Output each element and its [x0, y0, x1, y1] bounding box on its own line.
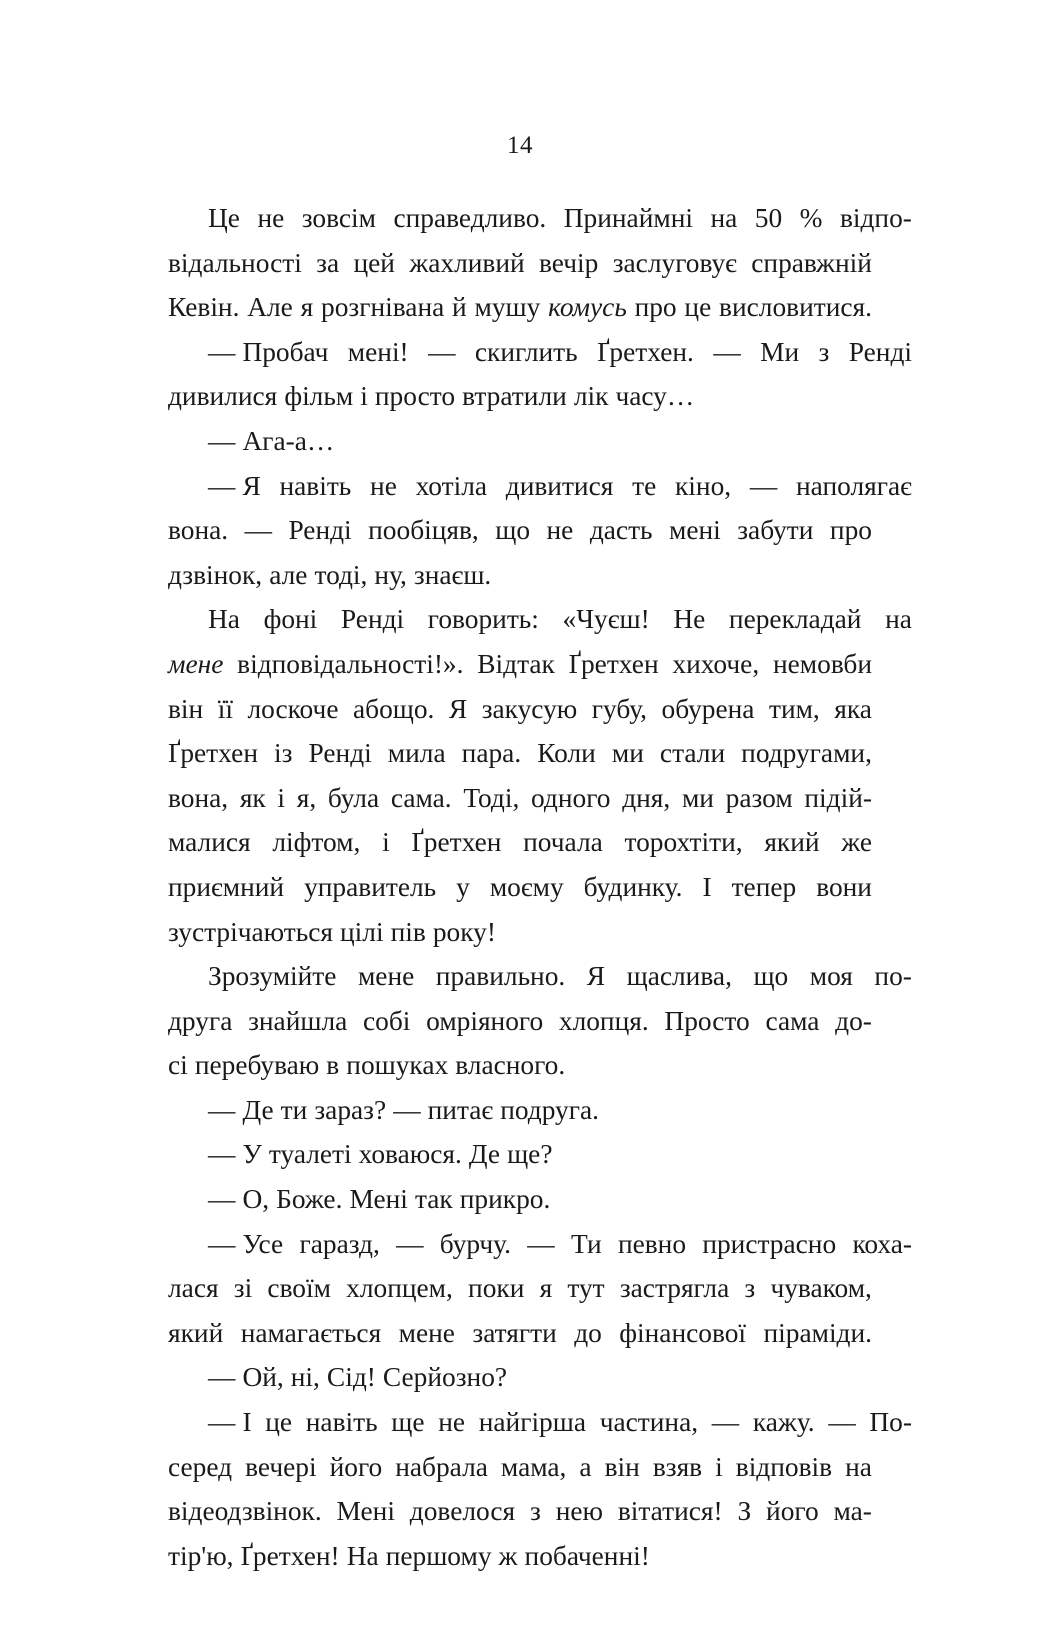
word: %: [799, 203, 823, 233]
word: навіть: [279, 470, 352, 501]
word: висловитися.: [719, 292, 872, 323]
text-line: [168, 1400, 912, 1445]
word: вечері: [245, 1451, 317, 1482]
paragraph: [168, 1400, 912, 1578]
word: хихоче,: [672, 648, 760, 679]
text-line: [168, 1088, 872, 1133]
word: з: [530, 1496, 541, 1527]
paragraph: [168, 419, 872, 464]
line-text: — О, Боже. Мені так прикро.: [208, 1184, 551, 1215]
word: мені: [669, 515, 721, 546]
word: вечір: [539, 247, 599, 278]
text-line: [168, 910, 872, 955]
word: фінансової: [619, 1317, 747, 1348]
word: Я: [586, 961, 606, 992]
word: до: [574, 1317, 602, 1348]
text-line: [168, 1445, 872, 1490]
word: я: [300, 292, 314, 323]
word: Але: [247, 292, 293, 323]
text-line: [168, 642, 872, 687]
word: її: [217, 693, 233, 724]
word: у: [456, 871, 470, 902]
word: зовсім: [301, 203, 376, 233]
text-line: [168, 1266, 872, 1311]
word: чуваком,: [770, 1273, 872, 1304]
word: з: [818, 336, 830, 367]
word: про: [829, 515, 872, 546]
word: хлопцем,: [346, 1273, 453, 1304]
word: не: [546, 515, 574, 546]
word: Ренді: [848, 336, 912, 367]
word: за: [316, 247, 340, 278]
word: Відтак: [477, 648, 555, 679]
word: не: [370, 470, 397, 501]
word: про: [634, 292, 677, 323]
line-text: — Ой, ні, Сід! Серйозно?: [208, 1362, 508, 1393]
word: по-: [874, 961, 912, 992]
word: Тоді,: [463, 782, 520, 813]
paragraph: [168, 330, 912, 419]
line-text: сі перебуваю в пошуках власного.: [168, 1050, 566, 1081]
text-line: [168, 1534, 872, 1579]
text-line: [168, 1355, 872, 1400]
word: лася: [168, 1273, 219, 1304]
word: набрала: [395, 1451, 488, 1482]
word: бурчу.: [439, 1228, 511, 1259]
word: — Я: [208, 470, 261, 501]
word: — І: [208, 1407, 252, 1438]
word: Просто: [664, 1005, 750, 1036]
word: пара.: [461, 738, 522, 769]
word: [168, 642, 223, 687]
word: —: [711, 1407, 740, 1438]
word: —: [527, 1228, 555, 1259]
paragraph: [168, 954, 912, 1088]
word: те: [632, 470, 657, 501]
text-line: [168, 597, 912, 642]
word: Ми: [760, 336, 800, 367]
word: Ґретхен: [568, 648, 659, 679]
word: стали: [659, 738, 726, 769]
word: торохтіти,: [624, 827, 743, 858]
word: ще: [391, 1407, 425, 1438]
word: собі: [363, 1005, 411, 1036]
word: справедливо.: [393, 203, 547, 233]
word: моєму: [489, 871, 564, 902]
word: пообіцяв,: [368, 515, 479, 546]
word: цей: [353, 247, 395, 278]
word: хотіла: [415, 470, 488, 501]
word: яка: [834, 693, 872, 724]
word: він: [168, 693, 204, 724]
text-line: [168, 374, 872, 419]
word: нею: [555, 1496, 603, 1527]
text-line: [168, 776, 872, 821]
word: певно: [617, 1228, 687, 1259]
word: піраміди.: [763, 1317, 872, 1348]
word: На: [208, 604, 240, 635]
text-line: [168, 1311, 872, 1356]
word: своїм: [267, 1273, 331, 1304]
word: кажу.: [752, 1407, 815, 1438]
word: взяв: [652, 1451, 703, 1482]
word: малися: [168, 827, 251, 858]
word: дня,: [622, 782, 671, 813]
text-line: [168, 285, 872, 330]
word: який: [764, 827, 820, 858]
word: дасть: [589, 515, 653, 546]
word: Кевін.: [168, 292, 240, 323]
word: а: [579, 1451, 592, 1482]
word: друга: [168, 1005, 233, 1036]
paragraph: [168, 1355, 872, 1400]
word: заслуговує: [612, 247, 737, 278]
word: немовби: [772, 648, 872, 679]
word: відальності: [168, 247, 302, 278]
word: фоні: [263, 604, 318, 635]
word: і: [277, 782, 286, 813]
text-line: [168, 820, 872, 865]
word: серед: [168, 1451, 233, 1482]
text-line: [168, 954, 912, 999]
word: не: [438, 1407, 466, 1438]
word: відповів: [735, 1451, 833, 1482]
word: як: [239, 782, 266, 813]
word: гаразд,: [299, 1228, 380, 1259]
word: на: [710, 203, 738, 233]
word: Ти: [570, 1228, 602, 1259]
word: подругами,: [741, 738, 872, 769]
text-line: [168, 1132, 872, 1177]
text-line: [168, 1043, 872, 1088]
word: і: [715, 1451, 723, 1482]
paragraph: [168, 1222, 912, 1356]
word: застрягла: [619, 1273, 730, 1304]
word: —: [713, 336, 741, 367]
word: намагається: [240, 1317, 382, 1348]
text-line: [168, 419, 872, 464]
paragraph: [168, 597, 912, 954]
word: управитель: [304, 871, 437, 902]
word: говорить:: [427, 604, 539, 635]
word: Ґретхен.: [597, 336, 694, 367]
word: почала: [523, 827, 603, 858]
word: мене: [398, 1317, 455, 1348]
word: мене: [357, 961, 415, 992]
word: на: [885, 604, 912, 635]
word: відеодзвінок.: [168, 1496, 322, 1527]
word: —: [749, 470, 778, 501]
text-line: [168, 1177, 872, 1222]
word: це: [265, 1407, 293, 1438]
word: тут: [567, 1273, 605, 1304]
line-text: дзвінок, але тоді, ну, знаєш.: [168, 559, 492, 590]
word: І: [702, 871, 712, 902]
word: ми: [681, 782, 714, 813]
word: перекладай: [728, 604, 862, 635]
word: й: [452, 292, 467, 323]
word: 50: [754, 203, 783, 233]
word: Ренді: [308, 738, 372, 769]
text-line: [168, 553, 872, 598]
word: —: [828, 1407, 856, 1438]
word: Це: [208, 203, 240, 233]
page-number: 14: [507, 132, 533, 159]
word: мені!: [347, 336, 409, 367]
word: була: [327, 782, 380, 813]
word: одного: [531, 782, 611, 813]
word: Я: [448, 693, 468, 724]
word: сама: [765, 1005, 820, 1036]
text-line: [168, 196, 912, 241]
word: —: [428, 336, 456, 367]
word: омріяного: [426, 1005, 544, 1036]
word: Ґретхен: [168, 738, 258, 769]
word: і: [382, 827, 390, 858]
paragraph: [168, 464, 912, 598]
word: мила: [387, 738, 446, 769]
word: вітатися!: [617, 1496, 723, 1527]
body-text-block: [168, 196, 912, 1578]
word: найгірша: [478, 1407, 586, 1438]
word: справжній: [751, 247, 872, 278]
word: ма-: [833, 1496, 872, 1527]
text-line: [168, 1222, 912, 1267]
text-line: [168, 999, 872, 1044]
word: Зрозумійте: [208, 961, 337, 992]
word: я,: [296, 782, 317, 813]
word: Мені: [336, 1496, 395, 1527]
line-text: зустрічаються цілі пів року!: [168, 916, 496, 947]
word: до-: [835, 1005, 872, 1036]
word: мушу: [474, 292, 541, 323]
word: правильно.: [435, 961, 566, 992]
word: що: [753, 961, 789, 992]
word: з: [744, 1273, 756, 1304]
word: це: [684, 292, 712, 323]
word: що: [495, 515, 531, 546]
word: Принаймні: [563, 203, 693, 233]
word: обурена: [661, 693, 755, 724]
word: вона.: [168, 515, 229, 546]
word: абощо.: [352, 693, 435, 724]
word: же: [841, 827, 872, 858]
word: дивитися: [505, 470, 614, 501]
word: разом: [725, 782, 793, 813]
paragraph: [168, 1177, 872, 1222]
word: поки: [468, 1273, 525, 1304]
word: відповідальності!».: [237, 648, 464, 679]
word: хлопця.: [558, 1005, 649, 1036]
word: жахливий: [409, 247, 525, 278]
word: По-: [869, 1407, 912, 1438]
emphasis: мене: [168, 648, 224, 679]
text-line: [168, 865, 872, 910]
word: розгнівана: [321, 292, 445, 323]
word: зі: [233, 1273, 253, 1304]
text-line: [168, 241, 872, 286]
word: який: [168, 1317, 224, 1348]
text-line: [168, 687, 872, 732]
word: закусую: [481, 693, 578, 724]
word: губу,: [591, 693, 648, 724]
word: на: [845, 1451, 872, 1482]
text-line: [168, 464, 912, 509]
word: моя: [809, 961, 853, 992]
word: тим,: [768, 693, 820, 724]
word: із: [274, 738, 293, 769]
word: підій-: [804, 782, 872, 813]
word: пристрасно: [702, 1228, 837, 1259]
text-line: [168, 508, 872, 553]
word: затягти: [472, 1317, 557, 1348]
word: будинку.: [583, 871, 683, 902]
word: наполягає: [796, 470, 912, 501]
word: Ґретхен: [411, 827, 502, 858]
word: З: [737, 1496, 752, 1527]
word: не: [257, 203, 285, 233]
word: коха-: [852, 1228, 912, 1259]
line-text: — Ага-а…: [208, 425, 335, 456]
word: частина,: [599, 1407, 699, 1438]
line-text: — Де ти зараз? — питає подруга.: [208, 1094, 599, 1125]
paragraph: [168, 1132, 872, 1177]
word: тепер: [731, 871, 797, 902]
word: навіть: [305, 1407, 378, 1438]
line-text: дивилися фільм і просто втратили лік часу…: [168, 381, 695, 412]
line-text: — У туалеті ховаюся. Де ще?: [208, 1139, 553, 1170]
word: —: [396, 1228, 424, 1259]
word: він: [604, 1451, 640, 1482]
word: кіно,: [675, 470, 732, 501]
paragraph: [168, 1088, 872, 1133]
word: мама,: [500, 1451, 567, 1482]
text-line: [168, 1489, 872, 1534]
word: [548, 285, 627, 330]
emphasis: комусь: [548, 292, 627, 323]
word: Не: [673, 604, 706, 635]
word: Коли: [537, 738, 596, 769]
word: відпо-: [839, 203, 912, 233]
word: вони: [816, 871, 872, 902]
word: сама.: [390, 782, 452, 813]
word: забути: [737, 515, 814, 546]
paragraph: [168, 196, 912, 330]
word: —: [244, 515, 272, 546]
word: Ренді: [288, 515, 352, 546]
word: вона,: [168, 782, 229, 813]
word: щаслива,: [626, 961, 732, 992]
word: його: [766, 1496, 819, 1527]
word: я: [539, 1273, 553, 1304]
word: його: [329, 1451, 383, 1482]
word: — Пробач: [208, 336, 329, 367]
word: знайшла: [248, 1005, 348, 1036]
word: «Чуєш!: [562, 604, 650, 635]
text-line: [168, 731, 872, 776]
line-text: тір'ю, Ґретхен! На першому ж побаченні!: [168, 1540, 650, 1571]
word: ліфтом,: [272, 827, 361, 858]
word: лоскоче: [247, 693, 339, 724]
word: довелося: [409, 1496, 516, 1527]
word: скиглить: [474, 336, 578, 367]
word: — Усе: [208, 1228, 284, 1259]
word: приємний: [168, 871, 285, 902]
word: ми: [611, 738, 644, 769]
text-line: [168, 330, 912, 375]
word: Ренді: [340, 604, 405, 635]
